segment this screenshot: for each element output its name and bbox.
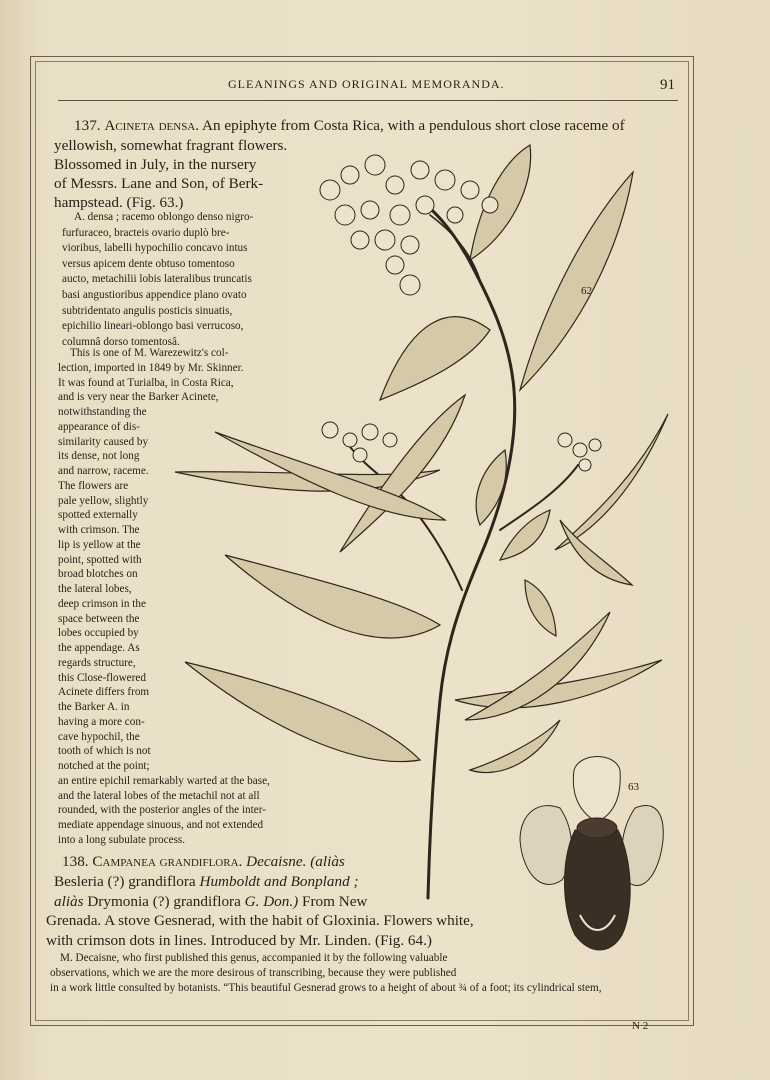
note-line-26: having a more con- (58, 715, 145, 728)
figure-63-label: 63 (628, 781, 639, 793)
leaf-1 (470, 145, 531, 260)
note-line-25: the Barker A. in (58, 701, 130, 713)
page-number: 91 (660, 77, 675, 93)
figure-63-flower (520, 757, 663, 951)
note-line-24: Acinete differs from (58, 686, 150, 699)
note-line-27: cave hypochil, the (58, 730, 140, 743)
entry-138-number: 138. (62, 853, 89, 870)
note-line-1: This is one of M. Warezewitz's col- (70, 347, 229, 359)
entry-137-line-5: hampstead. (Fig. 63.) (54, 194, 184, 211)
plant-stem (420, 200, 515, 898)
note-line-34: into a long subulate process. (58, 833, 186, 846)
leaf-16 (560, 520, 632, 585)
paragraph-line-3: in a work little consulted by botanists. “This beautiful Gesnerad grows to a height of about ¾ of a foot; its cylindrical stem, (50, 982, 602, 994)
entry-138-line-4: Grenada. A stove Gesnerad, with the habit of Gloxinia. Flowers white, (46, 912, 474, 929)
entry-138-synonym-1: Besleria (?) grandiflora (54, 873, 196, 890)
note-line-29: notched at the point; (58, 760, 150, 772)
leaf-13 (500, 510, 550, 560)
latin-line-7: subtridentato angulis posticis sinuatis, (62, 304, 233, 317)
entry-138-synonym-2: Drymonia (?) grandiflora (87, 893, 241, 910)
latin-line-6: basi angustioribus appendice plano ovato (62, 289, 247, 301)
entry-138-authority-2: G. Don.) (244, 893, 299, 910)
entry-138-genus: Campanea grandiflora. (92, 853, 243, 870)
note-line-22: regards structure, (58, 656, 136, 669)
note-line-17: the lateral lobes, (58, 583, 132, 595)
note-line-2: lection, imported in 1849 by Mr. Skinner. (58, 361, 244, 374)
latin-line-2: furfuraceo, bracteis ovario duplò bre- (62, 226, 230, 239)
latin-line-4: versus apicem dente obtuso tomentoso (62, 257, 235, 270)
entry-137-line-3: Blossomed in July, in the nursery (54, 156, 257, 173)
paragraph-line-2: observations, which we are the more desirous of transcribing, because they were published (50, 967, 457, 979)
leaf-5 (340, 395, 465, 552)
note-line-14: lip is yellow at the (58, 538, 141, 551)
entry-138-authority: Decaisne. (246, 853, 307, 870)
note-line-28: tooth of which is not (58, 745, 151, 758)
note-line-4: and is very near the Barker Acinete, (58, 391, 219, 404)
note-line-19: space between the (58, 612, 140, 625)
leaf-14 (525, 580, 556, 636)
note-line-11: pale yellow, slightly (58, 494, 149, 507)
note-line-33: mediate appendage sinuous, and not extended (58, 819, 264, 831)
signature-mark: N 2 (632, 1020, 649, 1032)
latin-line-8: epichilio lineari-oblongo basi verrucoso, (62, 320, 244, 333)
entry-137-genus: Acineta densa. (104, 117, 200, 134)
note-line-30: an entire epichil remarkably warted at the base, (58, 774, 270, 787)
leaves (175, 145, 668, 773)
leaf-8 (185, 662, 420, 762)
leaf-2 (520, 172, 633, 390)
latin-line-1: A. densa ; racemo oblongo denso nigro- (74, 211, 254, 223)
entry-138-alias-2: aliàs (54, 893, 84, 910)
entry-138-line-5: with crimson dots in lines. Introduced by Mr. Linden. (Fig. 64.) (46, 932, 432, 949)
note-line-5: notwithstanding the (58, 406, 147, 418)
entry-137-line-2: yellowish, somewhat fragrant flowers. (54, 137, 288, 154)
leaf-15 (476, 450, 506, 525)
note-line-13: with crimson. The (58, 524, 140, 536)
note-line-23: this Close-flowered (58, 671, 146, 684)
figure-62-label: 62 (581, 285, 592, 297)
note-line-15: point, spotted with (58, 553, 142, 566)
entry-138-authority-1: Humboldt and Bonpland ; (199, 873, 359, 890)
note-line-18: deep crimson in the (58, 597, 146, 610)
note-line-8: its dense, not long (58, 450, 140, 463)
entry-137-line-4: of Messrs. Lane and Son, of Berk- (54, 175, 264, 192)
entry-138-origin: From New (302, 893, 368, 910)
note-line-12: spotted externally (58, 509, 138, 522)
leaf-3 (380, 317, 490, 400)
leaf-12 (555, 414, 668, 550)
note-line-3: It was found at Turialba, in Costa Rica, (58, 376, 234, 389)
note-line-10: The flowers are (58, 479, 129, 492)
note-line-9: and narrow, raceme. (58, 465, 149, 477)
note-line-31: and the lateral lobes of the metachil not at all (58, 789, 260, 802)
paragraph-line-1: M. Decaisne, who first published this genus, accompanied it by the following valuable (60, 952, 448, 964)
leaf-11 (470, 720, 560, 773)
note-line-6: appearance of dis- (58, 420, 140, 433)
note-line-21: the appendage. As (58, 642, 140, 654)
entry-137-number: 137. (74, 117, 101, 134)
note-line-7: similarity caused by (58, 435, 149, 448)
entry-138-alias: (aliàs (310, 853, 345, 870)
latin-line-9: columnâ dorso tomentosâ. (62, 335, 180, 348)
latin-line-3: vioribus, labelli hypochilio concavo intus (62, 242, 248, 255)
running-title: GLEANINGS AND ORIGINAL MEMORANDA. (228, 77, 505, 91)
entry-137-text: An epiphyte from Costa Rica, with a pendulous short close raceme of (202, 117, 625, 134)
note-line-16: broad blotches on (58, 568, 138, 581)
note-line-32: rounded, with the posterior angles of the inter- (58, 804, 266, 817)
note-line-20: lobes occupied by (58, 627, 139, 640)
latin-line-5: aucto, metachilii lobis lateralibus truncatis (62, 273, 252, 286)
leaf-7 (225, 555, 440, 638)
